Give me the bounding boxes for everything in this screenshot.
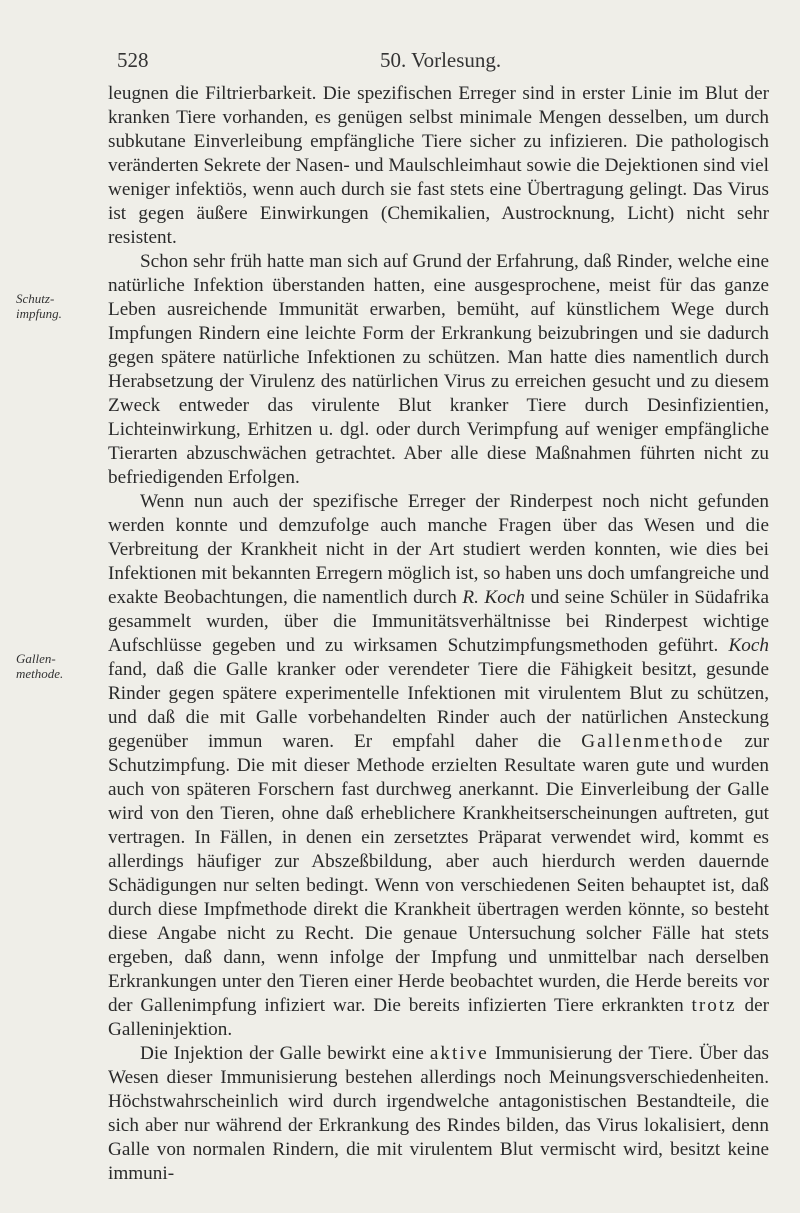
text-run: Koch (728, 635, 769, 656)
text-run: fand, daß die Galle kranker oder verendeter Tiere die Fähigkeit besitzt, gesunde Rinder gegen spätere experimentelle Infektionen mit virulentem Blut zu schützen, und daß die mit Galle vorbehandelten Rinder auch der natürlichen Ansteckung gegenüber immun waren. Er empfahl daher die (108, 659, 769, 752)
text-run: trotz (691, 995, 737, 1016)
margin-note-gallenmethode (16, 651, 88, 681)
text-run: aktive (429, 1043, 489, 1064)
text-run: Immunisierung der Tiere. Über das Wesen dieser Immunisierung bestehen allerdings noch Meinungsverschiedenheiten. Höchstwahrscheinlich wird durch irgendwelche antagonistischen Bestandteile, die sich aber nur während der Erkrankung des Rindes bilden, das Virus lokalisiert, denn Galle von normalen Rindern, die mit virulentem Blut vermischt wird, besitzt keine immuni- (108, 1043, 769, 1184)
margin-note-line: impfung. (16, 306, 62, 321)
text-run: Schon sehr früh hatte man sich auf Grund der Erfahrung, daß Rinder, welche eine natürliche Infektion überstanden hatten, eine ausgesprochene, meist für das ganze Leben ausreichende Immunität erwarben, bemüht, auf künstlichem Wege durch Impfungen Rindern eine leichte Form der Erkrankung beizubringen und sie dadurch gegen spätere natürliche Infektionen zu schützen. Man hatte dies namentlich durch Herabsetzung der Virulenz des natürlichen Virus zu erreichen gesucht und zu diesem Zweck entweder das virulente Blut kranker Tiere durch Desinfizientien, Lichteinwirkung, Erhitzen u. dgl. oder durch Verimpfung auf weniger empfängliche Tierarten abzuschwächen getrachtet. Aber alle diese Maßnahmen führten nicht zu befriedigenden Erfolgen. (108, 251, 769, 488)
margin-note-line: methode. (16, 666, 64, 681)
paragraph (108, 250, 769, 490)
paragraph (108, 82, 769, 250)
text-run: der Galleninjektion. (108, 995, 769, 1040)
margin-note-schutzimpfung (16, 291, 88, 321)
text-run: leugnen die Filtrierbarkeit. Die spezifischen Erreger sind in erster Linie im Blut der kranken Tiere vorhanden, es genügen selbst minimale Mengen desselben, um durch subkutane Einverleibung empfängliche Tiere sicher zu infizieren. Die pathologisch veränderten Sekrete der Nasen- und Maulschleimhaut sowie die Dejektionen sind viel weniger infektiös, wenn auch durch sie fast stets eine Übertragung gelingt. Das Virus ist gegen äußere Einwirkungen (Chemikalien, Austrocknung, Licht) nicht sehr resistent. (108, 83, 769, 248)
text-run: und seine Schüler in Südafrika gesammelt wurden, über die Immunitätsverhältnisse bei Rinderpest wichtige Aufschlüsse gegeben und zu wirksamen Schutzimpfungsmethoden geführt. (108, 587, 770, 656)
paragraph (108, 1042, 769, 1186)
text-run: R. Koch (462, 587, 525, 608)
text-run: Die Injektion der Galle bewirkt eine (140, 1043, 430, 1064)
page-number: 528 (117, 48, 149, 72)
text-run: Wenn nun auch der spezifische Erreger der Rinderpest noch nicht gefunden werden konnte und demzufolge auch manche Fragen über das Wesen und die Verbreitung der Krankheit nicht in der Art studiert werden konnten, wie dies bei Infektionen mit bekannten Erregern möglich ist, so haben uns doch umfangreiche und exakte Beobachtungen, die namentlich durch (108, 491, 769, 608)
text-run: zur Schutzimpfung. Die mit dieser Methode erzielten Resultate waren gute und wurden auch von späteren Forschern fast durchweg anerkannt. Die Einverleibung der Galle wird von den Tieren, ohne daß erheblichere Krankheitserscheinungen auftreten, gut vertragen. In Fällen, in denen ein zersetztes Präparat verwendet wird, kommt es allerdings häufiger zur Abszeßbildung, aber auch hierdurch werden dauernde Schädigungen nur selten bedingt. Wenn von verschiedenen Seiten behauptet ist, daß durch diese Impfmethode direkt die Krankheit übertragen werden könnte, so besteht diese Angabe nicht zu Recht. Die genaue Untersuchung solcher Fälle hat stets ergeben, daß dann, wenn infolge der Impfung und unmittelbar nach derselben Erkrankungen unter den Tieren einer Herde beobachtet wurden, die Herde bereits vor der Gallenimpfung infiziert war. Die bereits infizierten Tiere erkrankten (108, 731, 769, 1016)
body-text (108, 82, 769, 1186)
page-header (108, 48, 774, 76)
text-run: Gallenmethode (581, 731, 725, 752)
paragraph (108, 490, 769, 1042)
running-title: 50. Vorlesung. (380, 48, 502, 72)
margin-note-line: Gallen- (16, 651, 56, 666)
margin-note-line: Schutz- (16, 291, 55, 306)
